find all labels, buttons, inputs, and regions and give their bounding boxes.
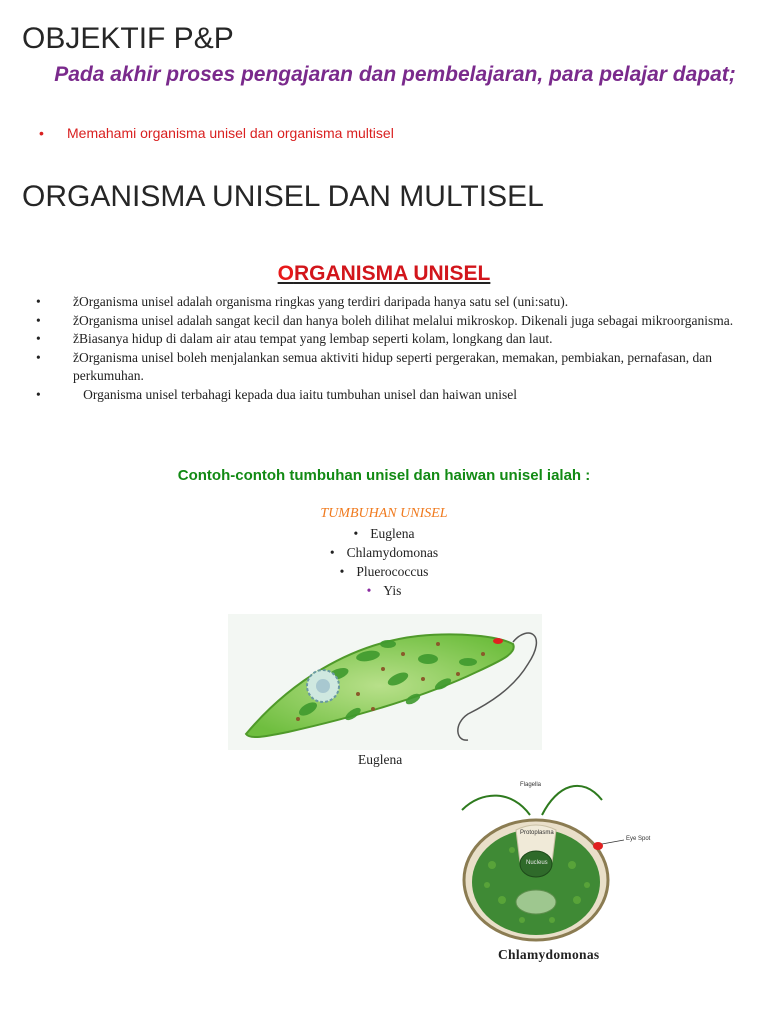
examples-heading: Contoh-contoh tumbuhan unisel dan haiwan unisel ialah : xyxy=(177,467,591,484)
item-text: Euglena xyxy=(370,526,415,541)
point-text: žOrganisma unisel boleh menjalankan semua aktiviti hidup seperti pergerakan, memakan, pembiakan, pernafasan, dan perkumuhan. xyxy=(73,349,713,383)
list-item: • Chlamydomonas xyxy=(329,545,439,560)
point-text: žOrganisma unisel adalah organisma ringkas yang terdiri daripada hanya satu sel (uni:satu). xyxy=(73,294,569,309)
item-text: Yis xyxy=(383,583,402,598)
list-item: • Euglena xyxy=(353,526,415,541)
label-protoplasma: Protoplasma xyxy=(520,830,554,836)
label-eye-spot: Eye Spot xyxy=(626,836,651,842)
point-text: Organisma unisel terbahagi kepada dua iaitu tumbuhan unisel dan haiwan unisel xyxy=(73,386,518,402)
point-text: žOrganisma unisel adalah sangat kecil dan hanya boleh dilihat melalui mikroskop. Dikenali juga sebagai mikroorganisma. xyxy=(73,312,734,328)
label-flagella: Flagella xyxy=(520,782,542,788)
euglena-caption: Euglena xyxy=(358,752,403,767)
objective-bullet-text: Memahami organisma unisel dan organisma multisel xyxy=(67,125,394,141)
chlamydomonas-caption: Chlamydomonas xyxy=(498,947,600,962)
unisel-points xyxy=(36,293,736,404)
list-item: • Organisma unisel terbahagi kepada dua iaitu tumbuhan unisel dan haiwan unisel xyxy=(36,386,518,402)
list-item: • Yis xyxy=(366,583,402,598)
objective-lead: Pada akhir proses pengajaran dan pembelajaran, para pelajar dapat; xyxy=(54,63,736,86)
objective-bullet xyxy=(39,125,394,141)
tumbuhan-list xyxy=(0,524,768,600)
list-item: • Pluerococcus xyxy=(339,564,429,579)
unisel-heading-rest: RGANISMA UNISEL xyxy=(293,262,491,285)
list-item: • žBiasanya hidup di dalam air atau tempat yang lembap seperti kolam, longkang dan laut. xyxy=(36,331,553,346)
tumbuhan-heading: TUMBUHAN UNISEL xyxy=(320,506,448,521)
unisel-heading-first: O xyxy=(277,262,294,285)
unisel-heading xyxy=(0,262,768,286)
label-nucleus: Nucleus xyxy=(526,860,548,866)
item-text: Pluerococcus xyxy=(356,564,429,579)
point-text: žBiasanya hidup di dalam air atau tempat yang lembap seperti kolam, longkang dan laut. xyxy=(73,331,553,346)
item-text: Chlamydomonas xyxy=(346,545,439,560)
list-item: • žOrganisma unisel adalah sangat kecil dan hanya boleh dilihat melalui mikroskop. Dikenali juga sebagai mikroorganisma. xyxy=(36,312,734,328)
euglena-illustration xyxy=(228,614,542,750)
section-title: ORGANISMA UNISEL DAN MULTISEL xyxy=(22,180,544,213)
list-item: • žOrganisma unisel adalah organisma ringkas yang terdiri daripada hanya satu sel (uni:satu). xyxy=(36,294,569,309)
chlamydomonas-illustration xyxy=(412,770,687,942)
bullet-dot: • xyxy=(39,125,44,141)
objective-title: OBJEKTIF P&P xyxy=(22,22,234,55)
list-item: • žOrganisma unisel boleh menjalankan semua aktiviti hidup seperti pergerakan, memakan, pembiakan, pernafasan, dan perkumuhan. xyxy=(36,349,713,383)
